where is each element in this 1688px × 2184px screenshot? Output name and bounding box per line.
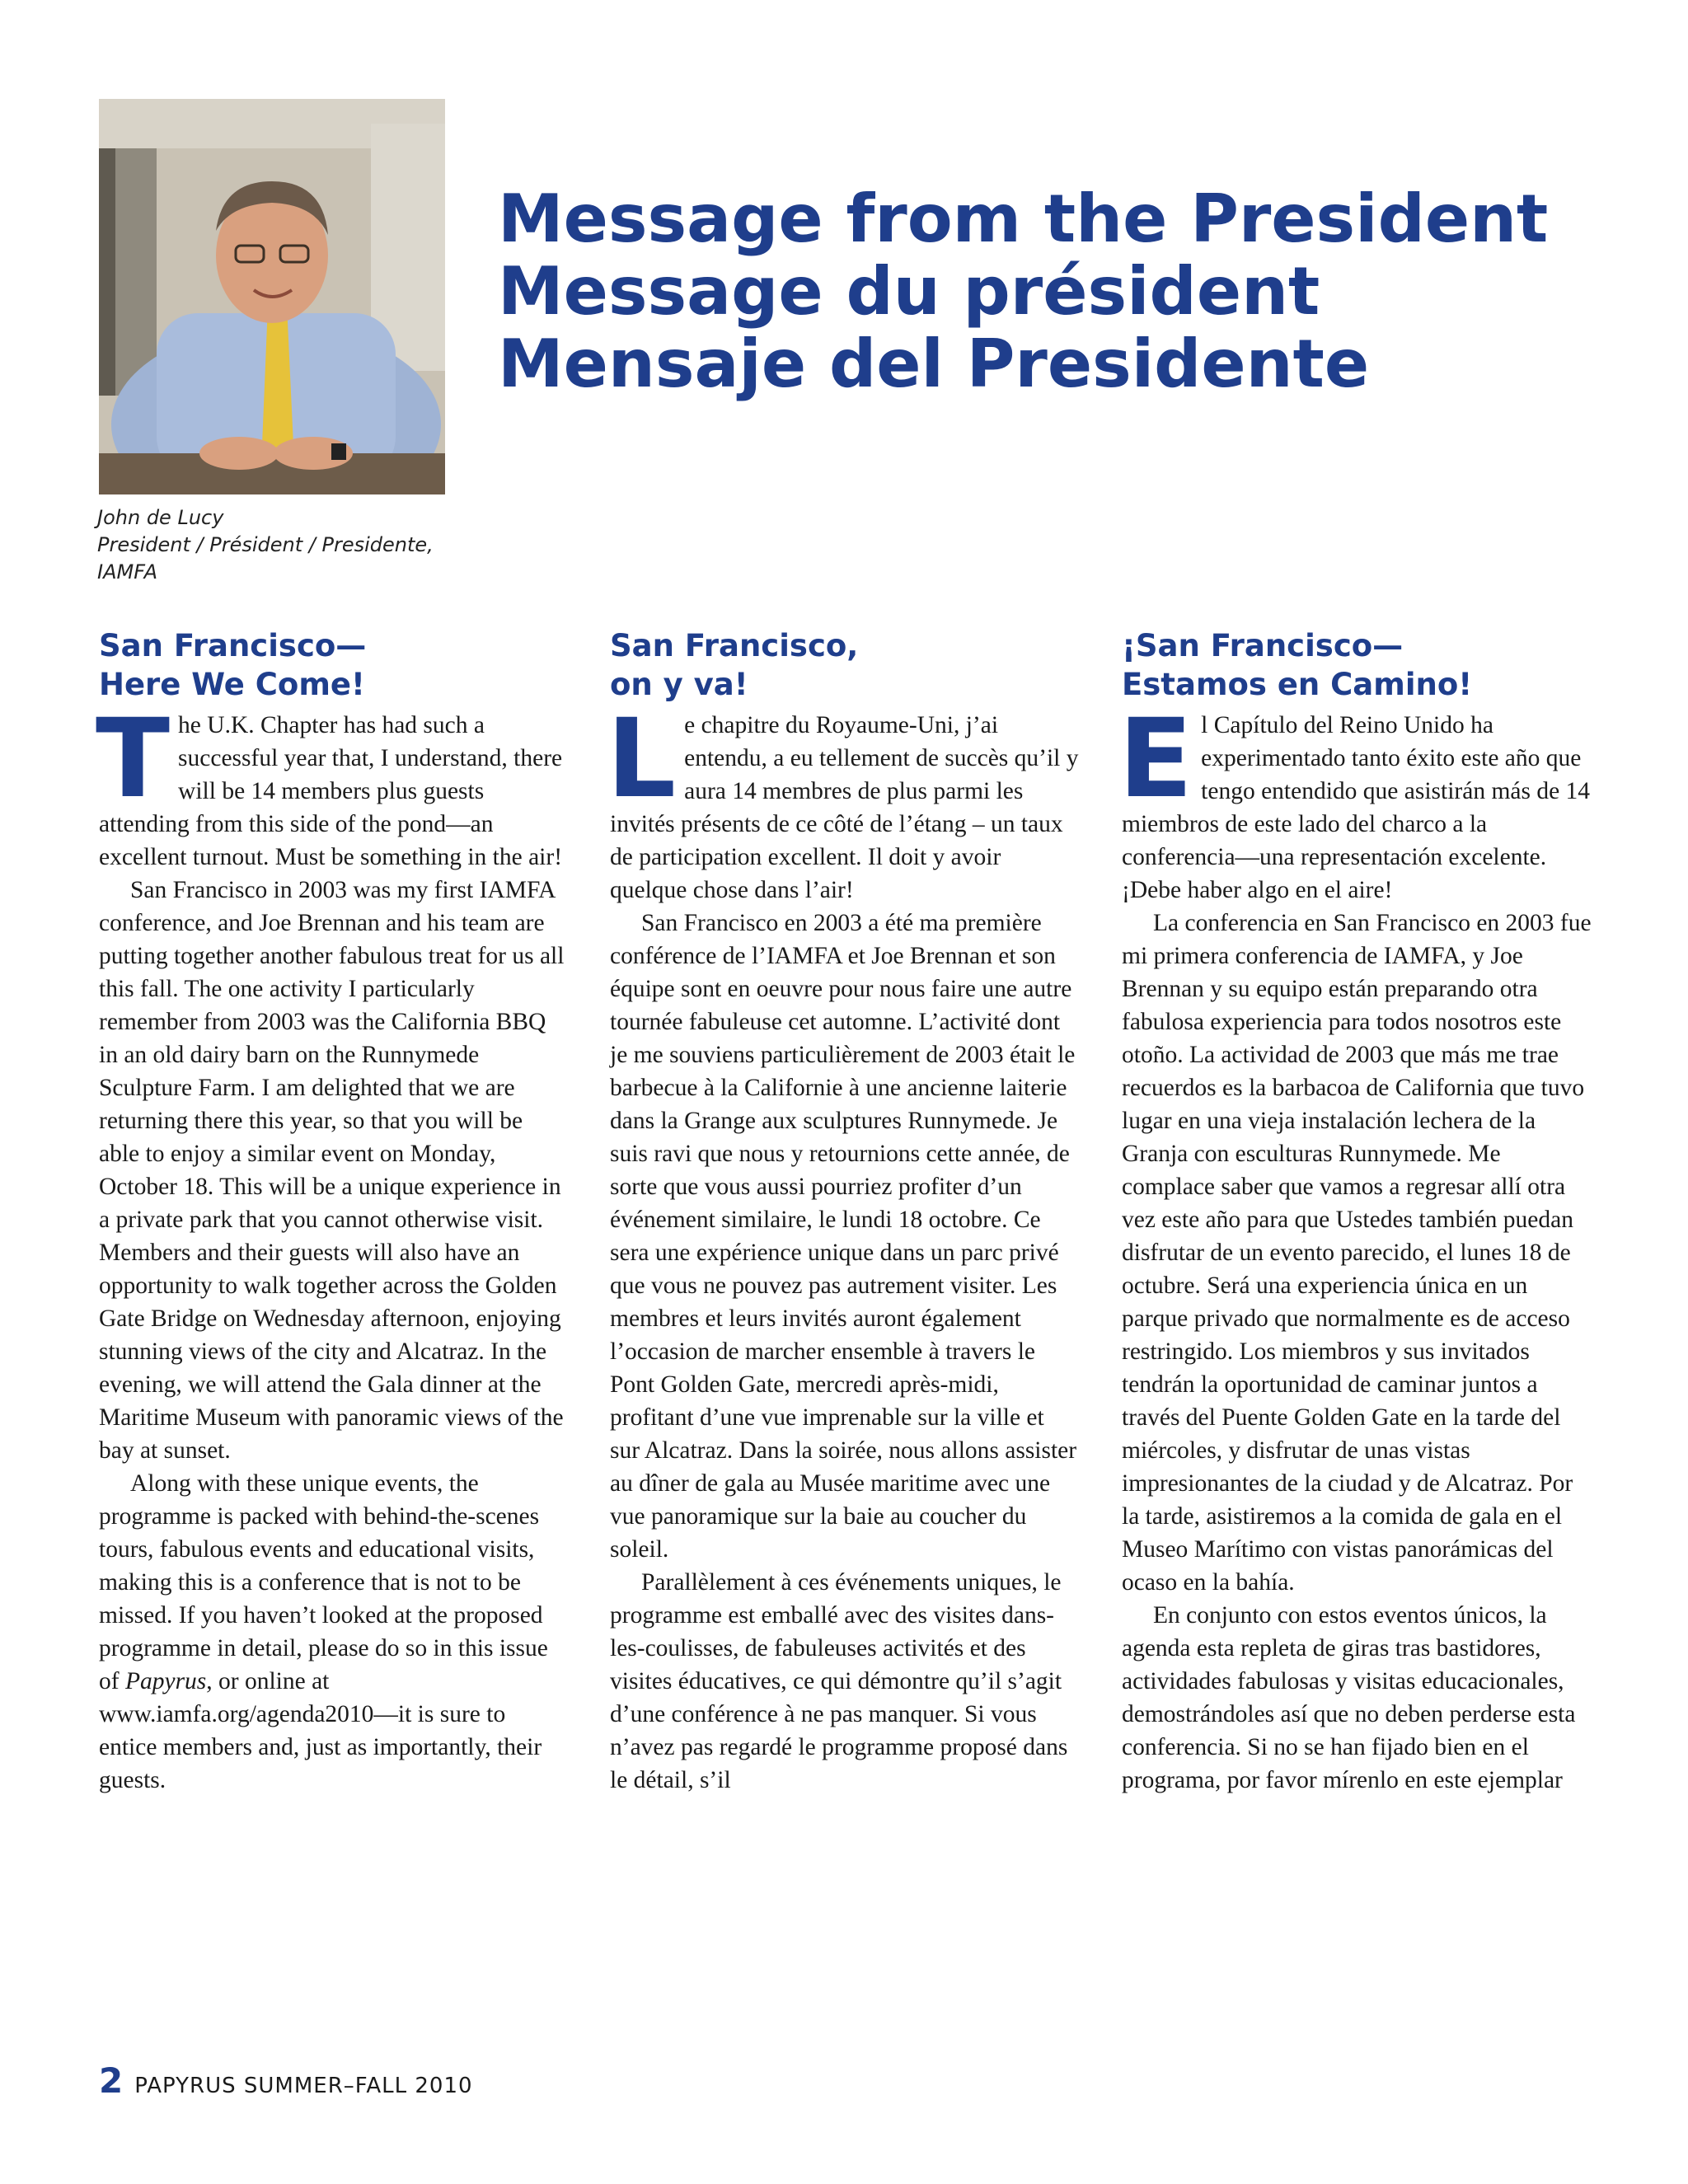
page-title [498,180,1549,402]
column-french [607,626,1080,1797]
article-body-french [607,696,1080,1797]
paragraph [96,696,569,874]
paragraph: La conferencia en San Francisco en 2003 fue mi primera conferencia de IAMFA, y Joe Brennan y su equipo están preparando otra fabulosa experiencia para todos nosotros este otoño. La actividad de 2003 que más me trae recuerdos es la barbacoa de California que tuvo lugar en una vieja instalación lechera de la Granja con esculturas Runnymede. Me complace saber que vamos a regresar allí otra vez este año para que Ustedes también puedan disfrutar de un evento parecido, el lunes 18 de octubre. Será una experiencia única en un parque privado que normalmente es de acceso restringido. Los miembros y sus invitados tendrán la oportunidad de caminar juntos a través del Puente Golden Gate en la tarde del miércoles, y disfrutar de unas vistas impresionantes de la ciudad y de Alcatraz. Por la tarde, asistiremos a la comida de gala en el Museo Marítimo con vistas panorámicas del ocaso en la bahía. [1122,910,1592,1596]
heading-line-2: Estamos en Camino! [1122,667,1473,702]
paragraph: En conjunto con estos eventos únicos, la agenda esta repleta de giras tras bastidores, actividades fabulosas y visitas educacionales, demostrándoles así que no deben perderse esta conferencia. Si no se han fijado bien en el programa, por favor mírenlo en este ejemplar [1122,1602,1576,1793]
publication-footer-title: PAPYRUS SUMMER–FALL 2010 [134,2074,473,2098]
paragraph-text: , or online at www.iamfa.org/agenda2010—it is sure to entice members and, just as importantly, their guests. [99,1668,542,1793]
caption-organization: IAMFA [97,560,158,583]
section-heading-spanish [1122,626,1592,704]
publication-name: Papyrus [124,1668,207,1694]
title-spanish: Mensaje del Presidente [498,326,1370,402]
drop-cap: L [607,696,677,823]
president-portrait-image [99,99,445,494]
paragraph [99,1467,569,1797]
paragraph: San Francisco in 2003 was my first IAMFA conference, and Joe Brennan and his team are putting together another fabulous treat for us all this fall. The one activity I particularly remember from 2003 was the California BBQ in an old dairy barn on the Runnymede Sculpture Farm. I am delighted that we are returning there this year, so that you will be able to enjoy a similar event on Monday, October 18. This will be a unique experience in a private park that you cannot otherwise visit. Members and their guests will also have an opportunity to walk together across the Golden Gate Bridge on Wednesday afternoon, enjoying stunning views of the city and Alcatraz. In the evening, we will attend the Gala dinner at the Maritime Museum with panoramic views of the bay at sunset. [99,877,565,1464]
heading-line-1: ¡San Francisco— [1122,628,1404,663]
drop-cap: T [96,696,171,823]
article-body-english [96,696,569,1797]
caption-name: John de Lucy [97,506,224,529]
heading-line-2: Here We Come! [99,667,365,702]
paragraph-text: e chapitre du Royaume-Uni, j’ai entendu, a eu tellement de succès qu’il y aura 14 membres de plus parmi les invités présents de ce côté de l’étang – un taux de participation excellent. Il doit y avoir quelque chose dans l’air! [610,712,1079,903]
paragraph-text: he U.K. Chapter has had such a successful year that, I understand, there will be 14 members plus guests attending from this side of the pond—an excellent turnout. Must be something in the air! [99,712,563,870]
title-french: Message du président [498,253,1320,330]
paragraph [607,696,1080,907]
paragraph-text: l Capítulo del Reino Unido ha experimentado tanto éxito este año que tengo entendido que asistirán más de 14 miembros de este lado del charco a la conferencia—una representación excelente. ¡Debe haber algo en el aire! [1122,712,1591,903]
section-heading-french [610,626,1080,704]
title-english: Message from the President [498,180,1549,257]
article-body-spanish [1118,696,1592,1797]
heading-line-1: San Francisco, [610,628,859,663]
column-english [96,626,569,1797]
president-photo [99,99,445,494]
column-spanish [1118,626,1592,1797]
section-heading-english [99,626,569,704]
heading-line-2: on y va! [610,667,748,702]
photo-caption [97,504,485,586]
heading-line-1: San Francisco— [99,628,367,663]
page-footer [99,2060,473,2101]
caption-role: President / Président / Presidente, [97,533,434,556]
paragraph: Parallèlement à ces événements uniques, le programme est emballé avec des visites dans-les-coulisses, de fabuleuses activités et des visites éducatives, ce qui démontre qu’il s’agit d’une conférence à ne pas manquer. Si vous n’avez pas regardé le programme proposé dans le détail, s’il [610,1569,1068,1793]
paragraph-text: Along with these unique events, the programme is packed with behind-the-scenes tours, fabulous events and educational visits, making this is a conference that is not to be missed. If you haven’t looked at the proposed programme in detail, please do so in this issue of [99,1470,548,1694]
paragraph: San Francisco en 2003 a été ma première conférence de l’IAMFA et Joe Brennan et son équipe sont en oeuvre pour nous faire une autre tournée fabuleuse cet automne. L’activité dont je me souviens particulièrement de 2003 était le barbecue à la Californie à une ancienne laiterie dans la Grange aux sculptures Runnymede. Je suis ravi que nous y retournions cette année, de sorte que vous aussi pourriez profiter d’un événement similaire, le lundi 18 octobre. Ce sera une expérience unique dans un parc privé que vous ne pouvez pas autrement visiter. Les membres et leurs invités auront également l’occasion de marcher ensemble à travers le Pont Golden Gate, mercredi après-midi, profitant d’une vue imprenable sur la ville et sur Alcatraz. Dans la soirée, nous allons assister au dîner de gala au Musée maritime avec une vue panoramique sur la baie au coucher du soleil. [610,910,1077,1563]
drop-cap: E [1118,696,1193,823]
paragraph [1118,696,1592,907]
page-number: 2 [99,2060,124,2101]
